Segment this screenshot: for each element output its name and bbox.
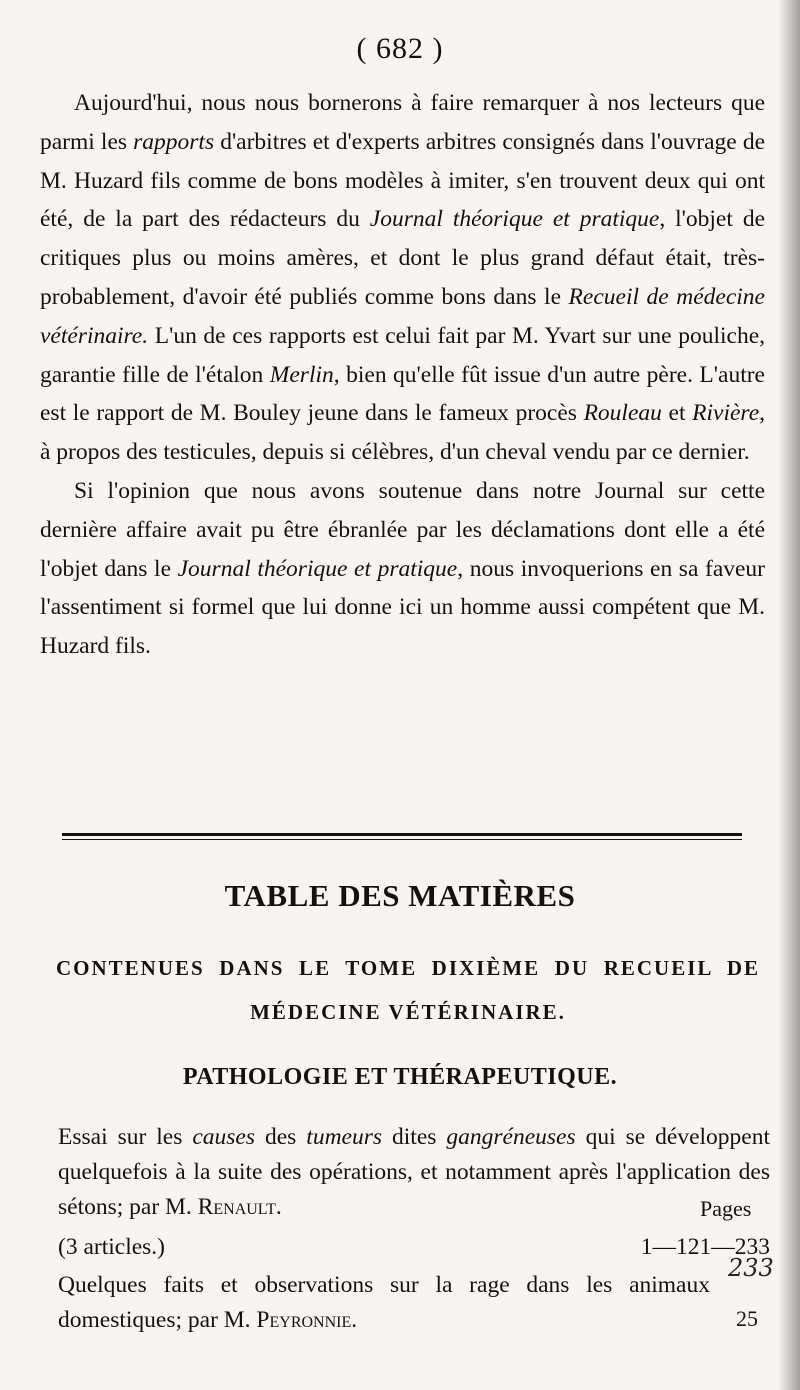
table-title: TABLE DES MATIÈRES <box>224 878 576 913</box>
separator-rule-thin <box>62 839 742 840</box>
paragraph-1: Aujourd'hui, nous nous bornerons à faire remarquer à nos lecteurs que parmi les rapports d'arbitres et d'experts arbitres consignés dans l'ouvrage de M. Huzard fils comme de bons modèles à imiter, s'en trouvent deux qui ont été, de la part des rédacteurs du Journal théorique et pratique, l'objet de critiques plus ou moins amères, et dont le plus grand défaut était, très-probablement, d'avoir été publiés comme bons dans le Recueil de médecine vétérinaire. L'un de ces rapports est celui fait par M. Yvart sur une pouliche, garantie fille de l'étalon Merlin, bien qu'elle fût issue d'un autre père. L'autre est le rapport de M. Bouley jeune dans le fameux procès Rouleau et Rivière, à propos des testicules, depuis si célèbres, d'un cheval vendu par ce dernier. <box>40 90 765 466</box>
toc-entry-articles-row <box>58 1230 770 1265</box>
toc-entry: Quelques faits et observations sur la rage dans les animaux domestiques; par M. Peyronnie. <box>58 1272 710 1333</box>
toc-entry: Essai sur les causes des tumeurs dites gangréneuses qui se développent quelquefois à la suite des opérations, et notamment après l'application des sétons; par M. Renault. <box>58 1124 770 1220</box>
section-heading: PATHOLOGIE ET THÉRAPEUTIQUE. <box>182 1064 618 1090</box>
page-number: ( 682 ) <box>356 32 444 65</box>
articles-count: (3 articles.) <box>58 1234 166 1260</box>
page-refs: 25 <box>736 1306 758 1331</box>
paragraph-2: Si l'opinion que nous avons soutenue dans notre Journal sur cette dernière affaire avait pu être ébranlée par les déclamations dont elle a été l'objet dans le Journal théorique et pratique, nous invoquerions en sa faveur l'assentiment si formel que lui donne ici un homme aussi compétent que M. Huzard fils. <box>40 477 766 660</box>
page-refs: 1—121—233 <box>640 1234 770 1260</box>
table-subtitle: CONTENUES DANS LE TOME DIXIÈME DU RECUEIL DE MÉDECINE VÉTÉRINAIRE. <box>56 956 760 1024</box>
body-text <box>40 84 765 666</box>
separator-rule <box>62 833 742 836</box>
author-name: Renault <box>197 1194 276 1220</box>
svg-text:233: 233 <box>728 1254 774 1282</box>
handwritten-annotation <box>726 1248 786 1288</box>
page-spine-shadow <box>778 0 800 1390</box>
author-name: Peyronnie <box>256 1307 352 1333</box>
pages-label: Pages <box>700 1196 752 1221</box>
